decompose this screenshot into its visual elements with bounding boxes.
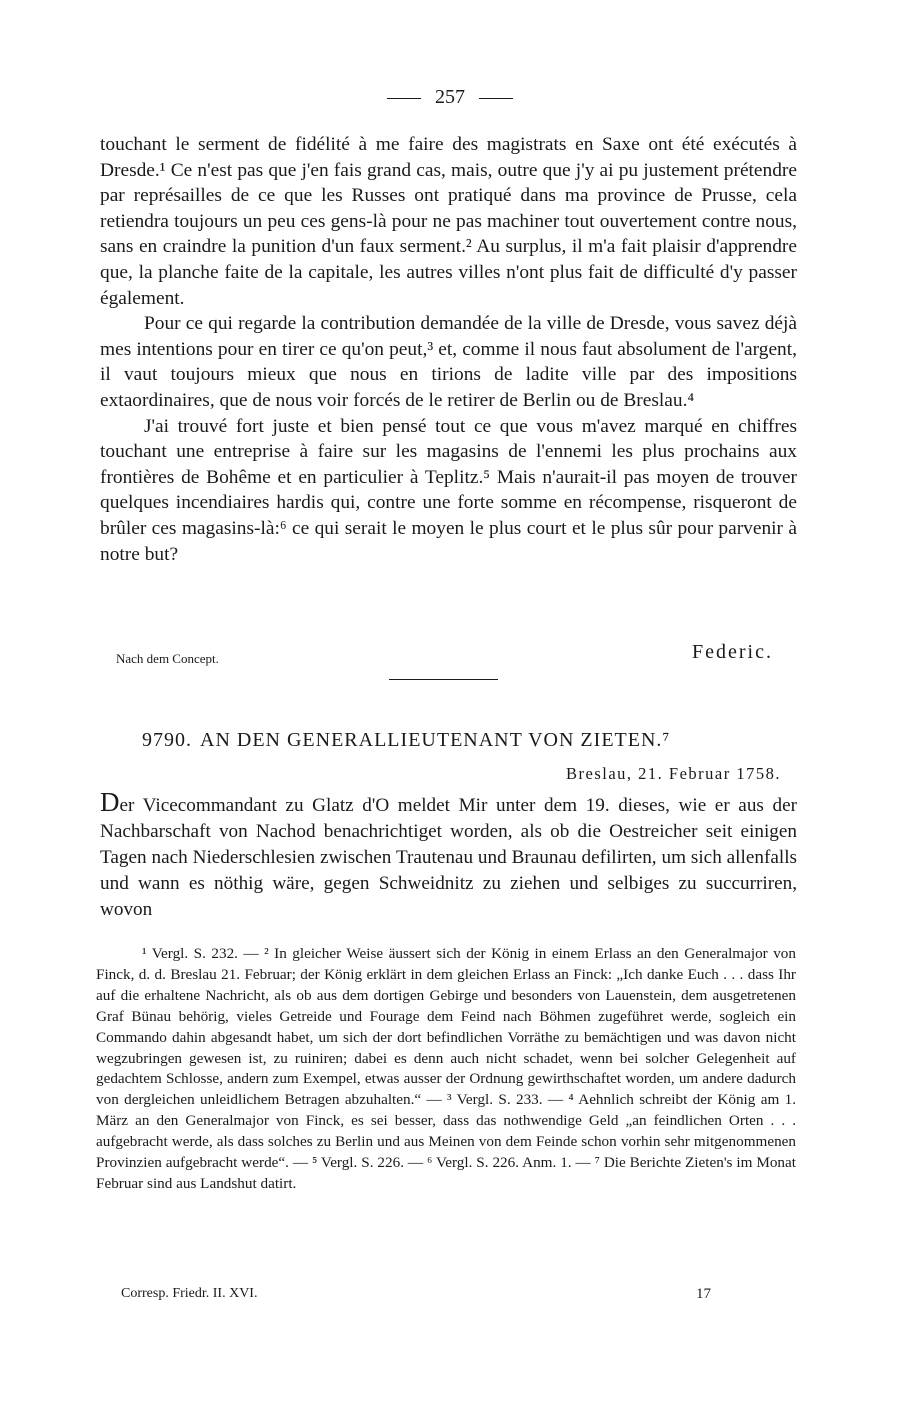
letter-paragraph: touchant le serment de fidélité à me faire des magistrats en Saxe ont été exécutés à Dresde.¹ Ce n'est pas que j'en fais grand cas, mais, outre que j'y ai pu justement prétendre par représailles de ce que les Russes ont pratiqué dans ma province de Prusse, cela retiendra toujours un peu ces gens-là pour ne pas machiner tout ouvertement contre nous, sans en craindre la punition d'un faux serment.² Au surplus, il m'a fait plaisir d'apprendre que, la planche faite de la capitale, les autres villes n'ont plus fait de difficulté d'y passer également. [100, 134, 797, 309]
signoff-row [100, 641, 773, 667]
decree-body: er Vicecommandant zu Glatz d'O meldet Mir unter dem 19. dieses, wie er aus der Nachbarschaft von Nachod benachrichtiget worden, als ob die Oestreicher seit einigen Tagen nach Niederschlesien zwischen Trautenau und Braunau defilirten, um sich allenfalls und wann es nöthig wäre, gegen Schweidnitz zu ziehen und selbiges zu succurriren, wovon [100, 795, 797, 920]
document-heading [142, 729, 842, 752]
document-title: AN DEN GENERALLIEUTENANT VON ZIETEN.⁷ [200, 729, 671, 751]
page-footer [121, 1286, 711, 1306]
letter-paragraph: J'ai trouvé fort juste et bien pensé tout ce que vous m'avez marqué en chiffres touchant une entreprise à faire sur les magasins de l'ennemi les plus prochains aux frontières de Bohême et en particulier à Teplitz.⁵ Mais n'aurait-il pas moyen de trouver quelques incendiaires hardis qui, contre une forte somme en récompense, risqueront de brûler ces magasins-là:⁶ ce qui serait le moyen le plus court et le plus sûr pour parvenir à notre but? [100, 415, 797, 565]
document-number: 9790. [142, 729, 192, 751]
signature: Federic. [692, 641, 773, 663]
footnotes [96, 944, 796, 1195]
header-rule-right [479, 98, 513, 99]
section-divider [389, 679, 498, 680]
footnote-text: ¹ Vergl. S. 232. — ² In gleicher Weise äussert sich der König in einem Erlass an den Generalmajor von Finck, d. d. Breslau 21. Februar; der König erklärt in dem gleichen Erlass an Finck: „Ich danke Euch . . . dass Ihr auf die erhaltene Nachricht, als ob aus dem dortigen Gebirge und besonders von Lauenstein, dem ausgetretenen Graf Bünau behörig, vieles Getreide und Fourage dem Feind nach Böhmen zugeführet werde, sogleich ein Commando dahin abgesandt habet, um sich der dort befindlichen Vorräthe zu bemächtigen und was davon nicht wegzubringen gewesen ist, zu ruiniren; dabei es denn auch nicht schadet, wenn bei solcher Gelegenheit auf gedachtem Schlosse, andern zum Exempel, etwas ausser der Ordnung gewirthschaftet worden, um andere dadurch von dergleichen unleidlichem Betragen abzuhalten.“ — ³ Vergl. S. 233. — ⁴ Aehnlich schreibt der König am 1. März an den Generalmajor von Finck, es sei besser, dass das nothwendige Geld „an feindlichen Orten . . . aufgebracht werde, als dass solches zu Berlin und aus Meinen von dem Feinde schon vorhin sehr mitgenommenen Provinzien aufgebracht werde“. — ⁵ Vergl. S. 226. — ⁶ Vergl. S. 226. Anm. 1. — ⁷ Die Berichte Zieten's im Monat Februar sind aus Landshut datirt. [96, 945, 796, 1192]
letter-paragraph: Pour ce qui regarde la contribution demandée de la ville de Dresde, vous savez déjà mes intentions pour en tirer ce qu'on peut,³ et, comme il nous faut absolument de l'argent, il vaut toujours mieux que nous en tirions de ladite ville par des impositions extaordinaires, que de nous voir forcés de le retirer de Berlin ou de Breslau.⁴ [100, 313, 797, 411]
footer-citation: Corresp. Friedr. II. XVI. [121, 1286, 258, 1301]
dateline: Breslau, 21. Februar 1758. [566, 764, 781, 783]
header-rule-left [387, 98, 421, 99]
dropcap: D [100, 787, 120, 817]
source-note: Nach dem Concept. [116, 651, 219, 666]
page-number-header [0, 86, 900, 109]
decree-paragraph [100, 787, 797, 923]
signature-mark: 17 [696, 1286, 711, 1302]
page-number: 257 [435, 86, 465, 108]
letter-text [100, 132, 797, 567]
decree-text [100, 787, 797, 923]
